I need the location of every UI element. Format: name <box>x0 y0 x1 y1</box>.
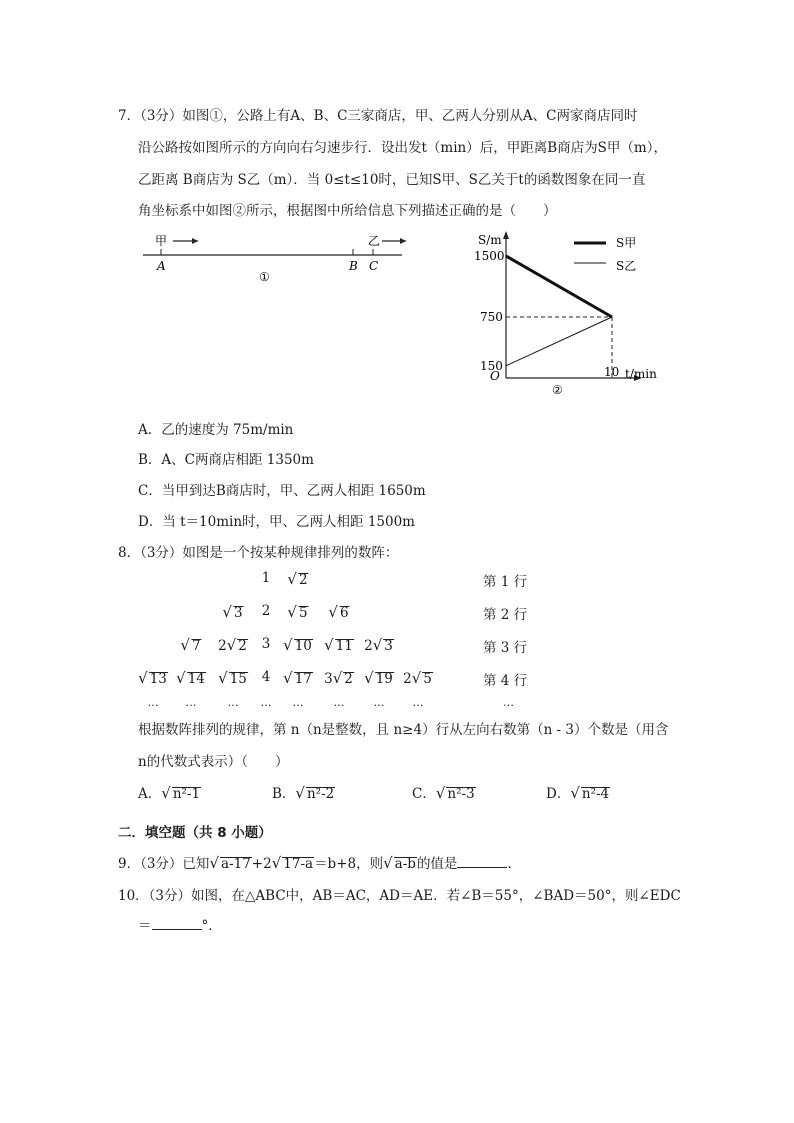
yi-arrowhead <box>400 238 406 244</box>
q9-mid-2: ＝b+8，则 <box>314 856 384 872</box>
figure-1-caption: ① <box>259 270 270 284</box>
matrix-entry-radicand: 3 <box>233 605 243 621</box>
matrix-entry: 2√ 2 <box>218 636 247 654</box>
q10-line-2 <box>138 914 222 934</box>
matrix-entry: √ 7 <box>180 636 201 654</box>
point-a-label: A <box>157 259 166 273</box>
matrix-entry-radicand: 6 <box>339 605 349 621</box>
matrix-entry-radicand: 17 <box>294 671 312 687</box>
matrix-entry: √ 15 <box>218 669 247 687</box>
q9-line: 9．（3分）已知√ a-17+2√ 17-a＝b+8，则√ a-b的值是 ． <box>118 854 521 872</box>
matrix-entry: 2√ 5 <box>403 669 432 687</box>
option-expression: n²-3 <box>447 786 475 802</box>
matrix-entry: √ 2 <box>287 570 308 588</box>
legend-label-s-jia: S甲 <box>616 236 637 250</box>
q8-option-d: D．√ n²-4 <box>546 784 610 802</box>
matrix-entry <box>262 603 271 619</box>
matrix-entry: √ 6 <box>328 603 349 621</box>
q9-prefix: 9．（3分）已知 <box>118 856 210 872</box>
q8-line-1: 8．（3分）如图是一个按某种规律排列的数阵： <box>118 545 399 561</box>
option-letter: B． <box>272 786 296 802</box>
matrix-ellipsis: … <box>147 696 159 709</box>
matrix-entry: √ 17 <box>283 669 312 687</box>
matrix-ellipsis: … <box>292 696 304 709</box>
series-line-s-jia <box>506 256 612 317</box>
q8-option-a: A．√ n²-1 <box>138 784 201 802</box>
point-b-label: B <box>349 259 358 273</box>
x-tick-label: 10 <box>604 365 620 379</box>
origin-label: O <box>490 369 500 383</box>
matrix-ellipsis: … <box>373 696 385 709</box>
answer-blank[interactable] <box>152 917 202 930</box>
matrix-entry-coefficient: 4 <box>261 669 271 685</box>
matrix-entry-radicand: 11 <box>335 638 353 654</box>
option-expression: n²-4 <box>581 786 610 802</box>
section-title: 二．填空题（共 8 小题） <box>118 825 272 841</box>
matrix-entry: √ 14 <box>176 669 205 687</box>
matrix-entry: 3√ 2 <box>324 669 353 687</box>
matrix-entry-coefficient: 2 <box>218 638 227 654</box>
y-axis-label: S/m <box>478 233 502 247</box>
matrix-entry-coefficient: 2 <box>261 603 271 619</box>
matrix-entry-radicand: 2 <box>344 671 353 687</box>
option-letter: D． <box>546 786 571 802</box>
q9-radicand-2: 17-a <box>283 856 314 872</box>
q7-line-3: 乙距离 B商店为 S乙（m）．当 0≤t≤10时，已知S甲、S乙关于t的函数图象在同一直 <box>138 172 646 188</box>
matrix-entry-coefficient: 2 <box>364 638 373 654</box>
matrix-entry: √ 19 <box>364 669 393 687</box>
q7-line-1: 7．（3分）如图①，公路上有A、B、C三家商店，甲、乙两人分别从A、C两家商店同时 <box>118 108 638 124</box>
matrix-entry: √ 3 <box>222 603 243 621</box>
answer-blank[interactable] <box>457 855 507 868</box>
option-letter: C． <box>412 786 436 802</box>
matrix-row-label: 第 2 行 <box>483 607 528 623</box>
function-graph <box>470 228 670 400</box>
q9-radicand-3: a-b <box>394 856 416 872</box>
matrix-entry-coefficient: 3 <box>324 671 333 687</box>
matrix-entry <box>262 669 271 685</box>
matrix-entry-radicand: 3 <box>384 638 393 654</box>
road-diagram <box>140 228 410 290</box>
matrix-entry-radicand: 5 <box>423 671 432 687</box>
matrix-entry-radicand: 14 <box>187 671 205 687</box>
matrix-entry-coefficient: 2 <box>403 671 412 687</box>
matrix-entry: √ 13 <box>138 669 167 687</box>
q9-suffix: 的值是 <box>416 856 458 872</box>
matrix-ellipsis: … <box>333 696 345 709</box>
matrix-entry-radicand: 13 <box>149 671 167 687</box>
point-c-label: C <box>369 259 379 273</box>
matrix-entry-radicand: 2 <box>238 638 247 654</box>
matrix-entry-radicand: 10 <box>294 638 312 654</box>
q7-line-2: 沿公路按如图所示的方向向右匀速步行．设出发t（min）后，甲距离B商店为S甲（m）， <box>138 140 667 156</box>
q8-option-b: B．√ n²-2 <box>272 784 335 802</box>
q9-radicand-1: a-17 <box>221 856 251 872</box>
q9-end: ． <box>507 856 521 872</box>
q7-line-4: 角坐标系中如图②所示，根据图中所给信息下列描述正确的是（ ） <box>138 203 557 219</box>
matrix-entry <box>262 570 271 586</box>
option-expression: n²-2 <box>306 786 335 802</box>
q7-option-c: C．当甲到达B商店时，甲、乙两人相距 1650m <box>138 483 426 499</box>
q7-option-a: A．乙的速度为 75m/min <box>138 422 294 438</box>
legend-label-s-yi: S乙 <box>616 259 637 273</box>
q7-option-d: D．当 t＝10min时，甲、乙两人相距 1500m <box>138 514 415 530</box>
matrix-row-label: 第 4 行 <box>483 673 528 689</box>
jia-arrowhead <box>192 238 198 244</box>
matrix-entry: 2√ 3 <box>364 636 393 654</box>
y-tick-label: 750 <box>480 310 503 324</box>
matrix-ellipsis: … <box>260 696 272 709</box>
matrix-entry: √ 10 <box>283 636 312 654</box>
matrix-entry-coefficient: 3 <box>261 636 271 652</box>
q8-option-c: C．√ n²-3 <box>412 784 475 802</box>
walker-yi-label: 乙 <box>368 234 381 248</box>
matrix-row-label: 第 1 行 <box>483 574 528 590</box>
q8-line-2: 根据数阵排列的规律，第 n（n是整数，且 n≥4）行从左向右数第（n - 3）个数是（用含 <box>138 722 669 738</box>
y-tick-label: 150 <box>480 358 503 373</box>
matrix-entry-coefficient: 1 <box>261 570 271 586</box>
y-tick-label: 1500 <box>474 249 505 263</box>
q10-line-1: 10．（3分）如图，在△ABC中，AB＝AC，AD＝AE．若∠B＝55°，∠BAD＝50°，则∠EDC <box>118 888 681 904</box>
option-expression: n²-1 <box>172 786 201 802</box>
matrix-row-label: 第 3 行 <box>483 640 528 656</box>
q7-option-b: B．A、C两商店相距 1350m <box>138 452 314 468</box>
q10-prefix: ＝ <box>138 918 152 934</box>
walker-jia-label: 甲 <box>155 234 168 248</box>
x-axis-label: t/min <box>625 367 657 381</box>
matrix-ellipsis: … <box>227 696 239 709</box>
matrix-entry: √ 11 <box>324 636 353 654</box>
matrix-entry <box>262 636 271 652</box>
matrix-entry-radicand: 15 <box>229 671 247 687</box>
matrix-row-label-ellipsis: … <box>503 696 514 709</box>
matrix-entry-radicand: 7 <box>191 638 201 654</box>
y-axis-arrowhead <box>503 231 509 239</box>
figure-2-caption: ② <box>552 383 563 397</box>
matrix-ellipsis: … <box>412 696 424 709</box>
matrix-entry-radicand: 5 <box>298 605 308 621</box>
matrix-entry-radicand: 19 <box>375 671 393 687</box>
matrix-ellipsis: … <box>185 696 197 709</box>
q9-mid-1: +2 <box>251 856 272 872</box>
option-letter: A． <box>138 786 162 802</box>
q10-suffix: °． <box>201 918 222 934</box>
matrix-entry-radicand: 2 <box>298 572 308 588</box>
matrix-entry: √ 5 <box>287 603 308 621</box>
series-line-s-yi <box>506 317 612 366</box>
q8-line-3: n的代数式表示）（ ） <box>138 754 289 770</box>
